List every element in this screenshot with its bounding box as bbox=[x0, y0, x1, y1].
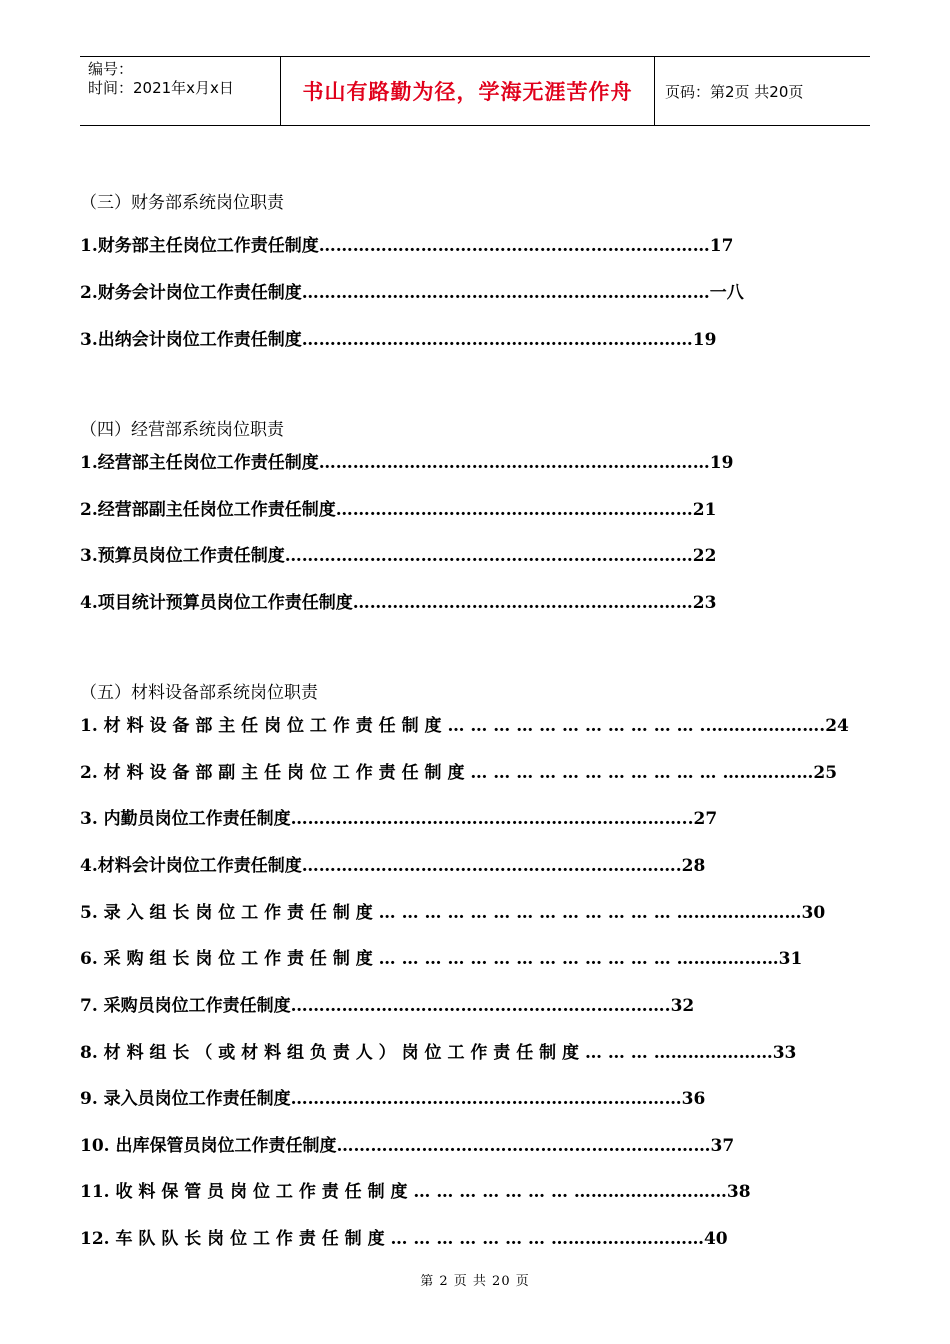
toc-entry: 1.财务部主任岗位工作责任制度……………………………………………………………17 bbox=[80, 236, 734, 256]
page-info: 页码：第2页 共20页 bbox=[665, 82, 804, 101]
number-label: 编号： bbox=[88, 60, 134, 78]
toc-entry: 5. 录 入 组 长 岗 位 工 作 责 任 制 度 … … … … … … … … … … … … … …….……………30 bbox=[80, 903, 826, 923]
page-footer: 第 2 页 共 20 页 bbox=[420, 1274, 530, 1289]
toc-entry: 10. 出库保管员岗位工作责任制度…………………………………………………………37 bbox=[80, 1136, 735, 1156]
section-heading-finance: （三）财务部系统岗位职责 bbox=[80, 193, 284, 213]
header-left-cell bbox=[80, 57, 281, 125]
toc-entry: 8. 材 料 组 长 （ 或 材 料 组 负 责 人 ） 岗 位 工 作 责 任 制 度 … … … …………………33 bbox=[80, 1043, 797, 1063]
motto-text: 书山有路勤为径，学海无涯苦作舟 bbox=[302, 80, 633, 104]
toc-entry: 7. 采购员岗位工作责任制度………………………………………………………….32 bbox=[80, 996, 695, 1016]
toc-entry: 12. 车 队 队 长 岗 位 工 作 责 任 制 度 … … … … … … … ………………………40 bbox=[80, 1229, 728, 1249]
toc-entry: 3.出纳会计岗位工作责任制度……………………………………………………………19 bbox=[80, 330, 717, 350]
toc-entry: 3.预算员岗位工作责任制度………………………………………………………………22 bbox=[80, 546, 717, 566]
section-heading-business: （四）经营部系统岗位职责 bbox=[80, 420, 284, 440]
toc-entry: 11. 收 料 保 管 员 岗 位 工 作 责 任 制 度 … … … … … … … ………………………38 bbox=[80, 1182, 751, 1202]
toc-entry: 2.经营部副主任岗位工作责任制度………………………………………………………21 bbox=[80, 500, 717, 520]
header-table bbox=[80, 56, 870, 126]
section-heading-materials: （五）材料设备部系统岗位职责 bbox=[80, 683, 318, 703]
toc-entry: 1. 材 料 设 备 部 主 任 岗 位 工 作 责 任 制 度 … … … … … … … … … … … ..…….………….24 bbox=[80, 716, 849, 736]
toc-entry: 6. 采 购 组 长 岗 位 工 作 责 任 制 度 … … … … … … … … … … … … … ………………31 bbox=[80, 949, 803, 969]
toc-entry: 9. 录入员岗位工作责任制度……………………………………………………………36 bbox=[80, 1089, 706, 1109]
toc-entry: 2.财务会计岗位工作责任制度………………………………………………………………一八 bbox=[80, 283, 744, 303]
toc-entry: 1.经营部主任岗位工作责任制度……………………………………………………………19 bbox=[80, 453, 734, 473]
header-right-cell bbox=[655, 57, 870, 125]
toc-entry: 3. 内勤员岗位工作责任制度……………………………………………………………..27 bbox=[80, 809, 718, 829]
header-center-cell bbox=[281, 57, 655, 125]
toc-entry: 2. 材 料 设 备 部 副 主 任 岗 位 工 作 责 任 制 度 … … … … … … … … … … … ……….……25 bbox=[80, 763, 838, 783]
toc-entry: 4.项目统计预算员岗位工作责任制度……………………………………………………23 bbox=[80, 593, 717, 613]
toc-entry: 4.材料会计岗位工作责任制度………………………………………………………….28 bbox=[80, 856, 706, 876]
date-label: 时间：2021年x月x日 bbox=[88, 79, 234, 97]
